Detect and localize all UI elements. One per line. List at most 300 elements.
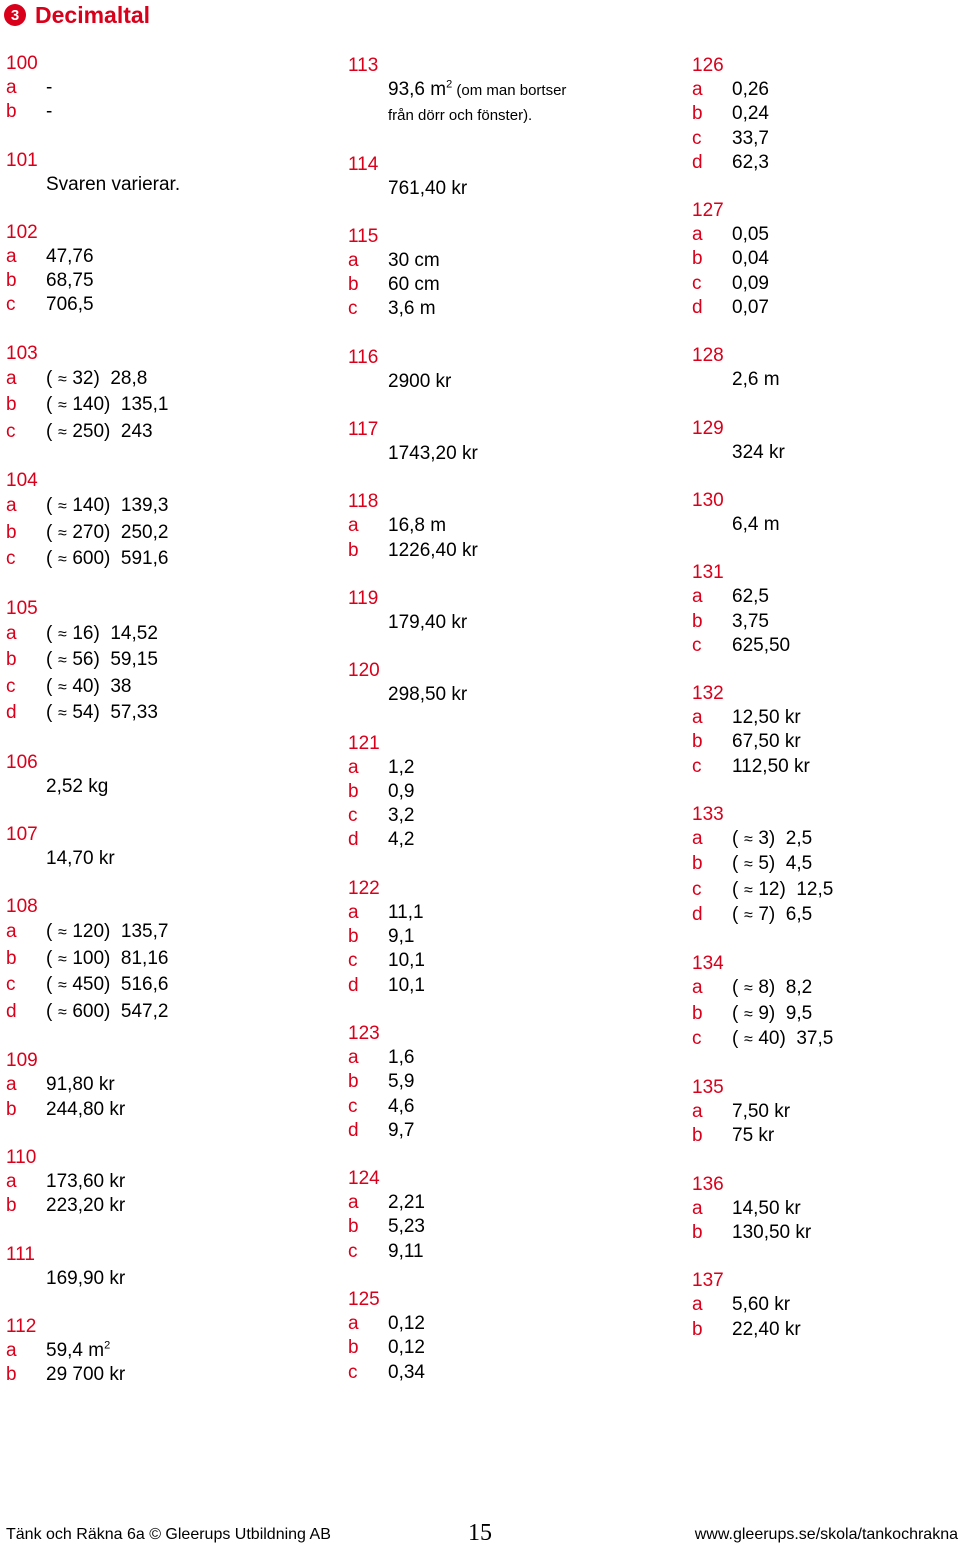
answer-value-cell [732, 1100, 960, 1124]
approx-symbol-icon: ≈ [57, 498, 67, 516]
estimate-value: 40 [758, 1027, 780, 1049]
answer-value-cell [46, 972, 306, 999]
answer-value-cell [388, 514, 648, 538]
answer-value-cell [388, 1215, 648, 1239]
answer-letter: d [692, 903, 703, 925]
answer-value-cell [732, 78, 960, 102]
answer-value: 243 [120, 420, 153, 442]
answer-value-cell [388, 297, 648, 321]
estimate-value: 16 [72, 622, 94, 644]
answer-value-cell [388, 273, 648, 297]
problem-number: 118 [348, 491, 379, 513]
problem-block [6, 1243, 306, 1291]
answer-letter: d [692, 297, 703, 319]
answer-value-cell [388, 1240, 648, 1264]
answer-value: 169,90 kr [46, 1267, 126, 1289]
approx-symbol-icon: ≈ [743, 1005, 753, 1023]
answer-letter: b [692, 1125, 703, 1147]
answer-letter: c [6, 294, 16, 316]
answer-letter: a [6, 367, 17, 389]
estimate: ( ≈ 140) [46, 493, 121, 520]
answer-value: 4,5 [785, 853, 813, 875]
answers-column-2 [348, 54, 648, 1409]
estimate: ( ≈ 600) [46, 999, 121, 1026]
answer-value-cell [46, 173, 306, 197]
answer-value-cell [388, 539, 648, 563]
answer-value: 1,2 [388, 756, 415, 778]
answer-value-cell [388, 611, 648, 635]
problem-block [348, 153, 648, 201]
answer-letter [348, 370, 388, 394]
estimate-value: 12 [758, 878, 780, 900]
answers-column-3 [692, 54, 960, 1366]
answer-value: 706,5 [46, 294, 94, 316]
answer-letter: c [348, 1361, 358, 1383]
answer-letter: a [692, 977, 703, 999]
answer-value-cell [46, 520, 306, 547]
problem-number: 124 [348, 1168, 380, 1190]
answer-value: 0,12 [388, 1337, 425, 1359]
answer-row [692, 247, 960, 271]
answer-value: 9,5 [785, 1002, 813, 1024]
answer-value: 0,04 [732, 248, 769, 270]
problem-number: 131 [692, 562, 724, 584]
answer-value-cell [46, 847, 306, 871]
approx-symbol-icon: ≈ [743, 1030, 753, 1048]
answer-row [6, 647, 306, 674]
problem-block [6, 149, 306, 197]
answer-row [692, 1221, 960, 1245]
answer-value: 0,34 [388, 1361, 425, 1383]
answer-letter: d [6, 1000, 17, 1022]
answer-value: 38 [110, 675, 132, 697]
answer-row [348, 949, 648, 973]
answer-row [692, 1293, 960, 1317]
problem-number: 130 [692, 489, 724, 511]
answer-letter: a [348, 901, 359, 923]
answer-value: 37,5 [796, 1027, 834, 1049]
answer-row [348, 78, 648, 103]
answer-letter: c [6, 420, 16, 442]
estimate: ( ≈ 7) [732, 903, 786, 928]
answer-row [348, 103, 648, 128]
answer-value: 625,50 [732, 634, 791, 656]
approx-symbol-icon: ≈ [57, 423, 67, 441]
answer-value-cell [732, 102, 960, 126]
answer-letter: d [692, 151, 703, 173]
answer-value-cell [732, 513, 960, 537]
answer-letter [6, 775, 46, 799]
answer-value-cell [732, 878, 960, 903]
answer-letter: b [692, 248, 703, 270]
answer-row [6, 847, 306, 871]
answer-value: 11,1 [388, 901, 424, 923]
answer-value-cell [46, 392, 306, 419]
estimate-value: 3 [758, 828, 769, 850]
approx-symbol-icon: ≈ [743, 906, 753, 924]
answer-value: 57,33 [110, 702, 158, 724]
answer-value: 12,5 [796, 878, 834, 900]
answer-value-cell [388, 177, 648, 201]
answer-letter: b [6, 649, 17, 671]
problem-number: 114 [348, 153, 379, 175]
answer-value: 2,52 kg [46, 775, 109, 797]
answer-row [692, 102, 960, 126]
answer-value-cell [388, 1046, 648, 1070]
answer-value-cell [732, 1002, 960, 1027]
answer-row [692, 976, 960, 1001]
answer-letter: b [348, 1337, 359, 1359]
answer-letter: c [692, 127, 702, 149]
answer-letter: a [6, 1170, 17, 1192]
answer-letter: a [6, 1339, 17, 1361]
answer-row [692, 223, 960, 247]
answer-letter: c [348, 298, 358, 320]
problem-block [692, 489, 960, 537]
problem-block [348, 418, 648, 466]
answer-value: 1,6 [388, 1046, 415, 1068]
answer-letter: d [348, 829, 359, 851]
answer-row [348, 1361, 648, 1385]
problem-block [692, 561, 960, 658]
answer-row [348, 1215, 648, 1239]
estimate: ( ≈ 56) [46, 647, 110, 674]
problem-number: 134 [692, 953, 724, 975]
answer-value: 298,50 kr [388, 684, 468, 706]
answer-row [692, 730, 960, 754]
problem-block [348, 659, 648, 707]
page-number: 15 [468, 1520, 492, 1546]
estimate: ( ≈ 40) [46, 674, 110, 701]
answer-letter: b [348, 1071, 359, 1093]
estimate-value: 7 [758, 903, 769, 925]
answer-value: 33,7 [732, 127, 769, 149]
answer-letter: a [6, 77, 17, 98]
answer-row [348, 249, 648, 273]
approx-symbol-icon: ≈ [57, 652, 67, 670]
estimate-value: 120 [72, 921, 105, 943]
answer-row [6, 392, 306, 419]
answer-value-cell [46, 493, 306, 520]
answer-row [6, 674, 306, 701]
problem-number: 101 [6, 149, 38, 171]
estimate-value: 56 [72, 649, 94, 671]
answer-row [348, 925, 648, 949]
answer-row [692, 1027, 960, 1052]
problem-number: 112 [6, 1315, 37, 1337]
answer-value: 14,70 kr [46, 848, 115, 870]
answer-row [348, 683, 648, 707]
approx-symbol-icon: ≈ [57, 1003, 67, 1021]
answer-row [692, 852, 960, 877]
answer-letter [6, 1267, 46, 1291]
problem-number: 107 [6, 824, 38, 846]
superscript: 2 [446, 78, 453, 91]
footer-url[interactable]: www.gleerups.se/skola/tankochrakna [694, 1526, 958, 1543]
answer-value: 59,4 m [46, 1339, 105, 1361]
answer-letter: b [6, 1195, 17, 1217]
estimate: ( ≈ 250) [46, 419, 121, 446]
answer-letter [348, 442, 388, 466]
answer-row [348, 828, 648, 852]
answer-value-cell [732, 585, 960, 609]
answer-row [348, 901, 648, 925]
answer-row [692, 151, 960, 175]
answer-row [692, 634, 960, 658]
answer-value-cell [46, 674, 306, 701]
answer-row [348, 273, 648, 297]
answer-letter: b [6, 1364, 17, 1386]
answer-value: 7,50 kr [732, 1101, 791, 1123]
problem-block [348, 1288, 648, 1385]
problem-number: 137 [692, 1270, 724, 1292]
answer-note: (om man bortser [452, 82, 567, 99]
answer-value: 28,8 [110, 367, 148, 389]
answer-row [348, 1240, 648, 1264]
answer-row [692, 1002, 960, 1027]
answer-value-cell [46, 1170, 306, 1194]
answer-letter: a [348, 756, 359, 778]
answer-letter: a [692, 1197, 703, 1219]
answer-letter: b [6, 521, 17, 543]
answer-value: 62,3 [732, 151, 769, 173]
answer-letter: b [348, 780, 359, 802]
problem-number: 129 [692, 417, 724, 439]
answer-letter: a [692, 828, 703, 850]
answer-value-cell [388, 804, 648, 828]
answer-letter: a [692, 707, 703, 729]
problem-number: 123 [348, 1022, 380, 1044]
answer-value-cell [732, 1318, 960, 1342]
approx-symbol-icon: ≈ [743, 831, 753, 849]
answer-row [348, 297, 648, 321]
problem-block [692, 952, 960, 1052]
answer-value: 5,60 kr [732, 1294, 791, 1316]
answers-column-1 [6, 52, 306, 1411]
answer-row [6, 173, 306, 197]
answer-letter: a [692, 1294, 703, 1316]
problem-block [6, 52, 306, 125]
answer-letter: a [692, 79, 703, 100]
answer-value-cell [46, 999, 306, 1026]
answer-value: 8,2 [785, 977, 813, 999]
approx-symbol-icon: ≈ [57, 397, 67, 415]
answer-value: 6,5 [785, 903, 813, 925]
answer-value-cell [732, 1124, 960, 1148]
answer-row [348, 1119, 648, 1143]
answer-letter: c [6, 675, 16, 697]
estimate-value: 9 [758, 1002, 769, 1024]
approx-symbol-icon: ≈ [743, 980, 753, 998]
problem-block [348, 587, 648, 635]
answer-letter: b [348, 1216, 359, 1238]
answer-value-cell [388, 103, 648, 128]
answer-value: 761,40 kr [388, 177, 468, 199]
answer-letter [348, 177, 388, 201]
problem-block [6, 1315, 306, 1388]
problem-block [692, 803, 960, 928]
section-number-badge: 3 [4, 4, 26, 26]
approx-symbol-icon: ≈ [57, 705, 67, 723]
answer-row [348, 442, 648, 466]
answer-row [348, 804, 648, 828]
answer-value: 135,7 [120, 921, 169, 943]
answer-row [6, 293, 306, 317]
problem-number: 116 [348, 346, 379, 368]
problem-block [6, 1049, 306, 1122]
problem-number: 117 [348, 419, 379, 441]
answer-value: 3,75 [732, 610, 769, 632]
answer-value: 0,26 [732, 79, 769, 100]
answer-value: - [46, 101, 53, 123]
answer-letter: a [692, 224, 703, 246]
answer-row [692, 706, 960, 730]
answer-row [6, 245, 306, 269]
answer-row [692, 1318, 960, 1342]
problem-number: 100 [6, 53, 38, 74]
answer-letter [6, 173, 46, 197]
answer-letter [348, 611, 388, 635]
estimate-value: 40 [72, 675, 94, 697]
answer-value: 9,1 [388, 926, 415, 948]
answer-row [692, 1197, 960, 1221]
answer-value: 4,6 [388, 1095, 415, 1117]
answer-value: 3,2 [388, 805, 415, 827]
answer-value: 112,50 kr [732, 755, 810, 777]
page-title [4, 0, 150, 30]
answer-row [6, 1073, 306, 1097]
answer-letter: a [348, 1313, 359, 1335]
problem-block [692, 199, 960, 320]
problem-block [692, 1269, 960, 1342]
answer-value-cell [388, 1119, 648, 1143]
problem-block [348, 225, 648, 322]
answer-row [6, 1098, 306, 1122]
answer-letter: c [6, 974, 16, 996]
answer-row [6, 999, 306, 1026]
answer-letter: a [6, 245, 17, 267]
answer-value-cell [388, 974, 648, 998]
answer-row [348, 780, 648, 804]
answer-letter: c [692, 878, 702, 900]
answer-value: 223,20 kr [46, 1195, 126, 1217]
answer-row [692, 272, 960, 296]
problem-number: 132 [692, 683, 724, 705]
problem-number: 133 [692, 804, 724, 826]
answer-letter: d [348, 1119, 359, 1141]
answer-letter: c [692, 755, 702, 777]
answer-value: 81,16 [120, 947, 169, 969]
estimate-value: 140 [72, 394, 105, 416]
estimate: ( ≈ 32) [46, 366, 110, 393]
problem-block [6, 823, 306, 871]
estimate-value: 100 [72, 947, 105, 969]
answer-value-cell [46, 1194, 306, 1218]
answer-row [692, 296, 960, 320]
answer-value: 91,80 kr [46, 1074, 115, 1096]
problem-number: 113 [348, 55, 379, 76]
answer-value-cell [388, 756, 648, 780]
problem-block [348, 1022, 648, 1143]
problem-number: 109 [6, 1050, 38, 1072]
estimate: ( ≈ 3) [732, 827, 786, 852]
answer-row [692, 368, 960, 392]
estimate: ( ≈ 16) [46, 621, 110, 648]
answer-row [6, 419, 306, 446]
answer-letter: b [6, 1098, 17, 1120]
answer-value-cell [388, 925, 648, 949]
answer-letter: c [348, 805, 358, 827]
answer-letter: a [6, 921, 17, 943]
answer-value-cell [732, 296, 960, 320]
problem-block [692, 417, 960, 465]
answer-value-cell [732, 706, 960, 730]
answer-row [6, 775, 306, 799]
answer-letter: b [6, 270, 17, 292]
answer-value-cell [388, 1336, 648, 1360]
answer-row [348, 1336, 648, 1360]
answer-row [6, 972, 306, 999]
answer-letter: a [348, 515, 359, 537]
problem-block [6, 221, 306, 318]
answer-value: 30 cm [388, 249, 440, 271]
problem-block [348, 54, 648, 129]
answer-value-cell [732, 1293, 960, 1317]
estimate-value: 250 [72, 420, 105, 442]
problem-number: 102 [6, 221, 38, 243]
problem-block [6, 751, 306, 799]
answer-letter: c [692, 634, 702, 656]
answer-value: Svaren varierar. [46, 173, 181, 195]
answer-value: 2,5 [785, 828, 813, 850]
answer-value-cell [732, 127, 960, 151]
answer-letter [692, 441, 732, 465]
problem-block [348, 732, 648, 853]
answer-value-cell [46, 419, 306, 446]
answer-value-cell [732, 755, 960, 779]
answer-row [692, 78, 960, 102]
answer-row [348, 611, 648, 635]
answer-letter: b [692, 103, 703, 125]
problem-block [692, 344, 960, 392]
answer-value: 9,11 [388, 1240, 424, 1262]
answer-letter: b [692, 731, 703, 753]
problem-block [6, 1146, 306, 1219]
answer-value-cell [732, 827, 960, 852]
problem-block [692, 1173, 960, 1246]
problem-number: 108 [6, 896, 38, 918]
answer-value-cell [732, 903, 960, 928]
answer-value: 1226,40 kr [388, 539, 478, 561]
problem-number: 122 [348, 877, 380, 899]
answer-letter: a [348, 1192, 359, 1214]
answer-row [348, 1070, 648, 1094]
answer-letter: b [692, 853, 703, 875]
answer-value-cell [732, 441, 960, 465]
approx-symbol-icon: ≈ [57, 625, 67, 643]
answer-value: 244,80 kr [46, 1098, 126, 1120]
answer-letter: b [348, 539, 359, 561]
estimate: ( ≈ 600) [46, 546, 121, 573]
answer-value-cell [388, 828, 648, 852]
answer-value: 516,6 [120, 974, 169, 996]
estimate: ( ≈ 5) [732, 852, 786, 877]
problem-number: 126 [692, 55, 724, 76]
answer-letter [348, 78, 388, 103]
answer-row [692, 127, 960, 151]
answer-row [6, 546, 306, 573]
problem-block [6, 597, 306, 727]
